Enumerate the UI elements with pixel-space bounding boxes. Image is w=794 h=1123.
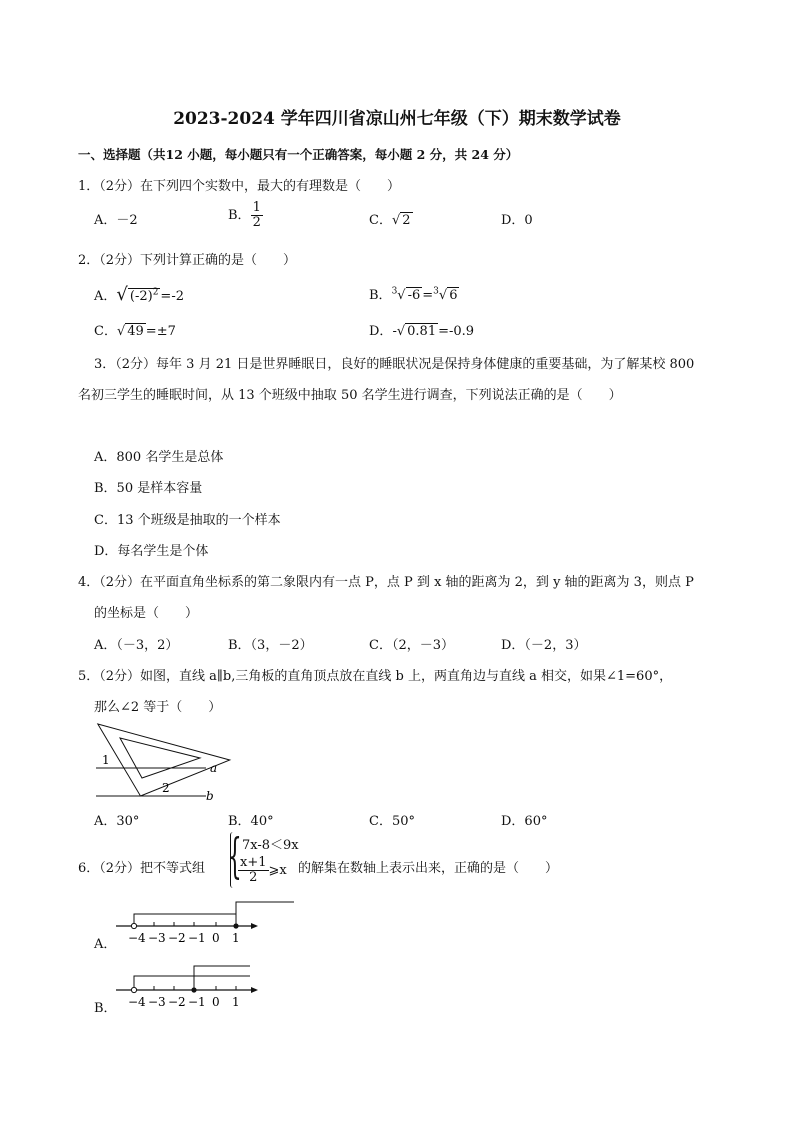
q1-option-b-fraction (251, 201, 263, 230)
tick-label: −3 (148, 995, 166, 1009)
tick-label: −4 (128, 995, 146, 1009)
tick-label: 1 (232, 931, 240, 945)
inequality-2 (238, 856, 287, 885)
q6-option-b-label: B． (94, 1001, 117, 1016)
page-title: 2023-2024 学年四川省凉山州七年级（下）期末数学试卷 (173, 109, 621, 129)
radical-sign: √ (391, 213, 401, 228)
fraction-numerator: x+1 (240, 855, 267, 870)
root-index: 3 (391, 286, 398, 297)
q6-option-a-number-line (112, 898, 302, 950)
solution-ray-2 (236, 902, 294, 926)
q4-option-c: C．（2，－3） (369, 638, 454, 653)
radical-sign: √ (396, 324, 406, 339)
tick-label: −4 (128, 931, 146, 945)
solution-ray-1 (134, 914, 236, 926)
tick-label: 1 (232, 995, 240, 1009)
q2-option-a-result: =-2 (160, 289, 184, 304)
q2-option-d (369, 320, 474, 339)
minus-sign: - (392, 324, 397, 339)
q2-option-c-radicand: 49 (127, 324, 144, 339)
q5-option-b: B．40° (228, 814, 274, 829)
open-dot (131, 987, 136, 992)
q2-option-a (94, 284, 184, 305)
q5-option-a: A．30° (94, 814, 140, 829)
q3-option-b: B．50 是样本容量 (94, 481, 203, 496)
question-5-line-2: 那么∠2 等于（ ） (94, 700, 222, 715)
q1-option-b (228, 201, 263, 230)
tick-label: −2 (168, 995, 186, 1009)
question-4-line-1: 4．（2分）在平面直角坐标系的第二象限内有一点 P，点 P 到 x 轴的距离为 2，到 y 轴的距离为 3，则点 P (78, 575, 694, 590)
q3-option-c: C．13 个班级是抽取的一个样本 (94, 513, 281, 528)
q3-option-d: D．每名学生是个体 (94, 544, 209, 559)
inequality-1: 7x-8＜9x (242, 838, 299, 853)
tick-label: 0 (212, 995, 220, 1009)
q2-option-d-radicand: 0.81 (407, 324, 437, 339)
q1-option-a: A．－2 (94, 213, 138, 228)
question-5-line-1: 5．（2分）如图，直线 a∥b,三角板的直角顶点放在直线 b 上，两直角边与直线 a 相交，如果∠1=60°， (78, 669, 673, 684)
q2-option-b-radicand-2: 6 (449, 288, 458, 303)
radical-sign: √ (397, 288, 406, 303)
q4-option-a: A．（－3，2） (94, 638, 179, 653)
q2-option-a-label: A． (94, 289, 117, 304)
closed-dot (191, 987, 196, 992)
q2-option-b-label: B． (369, 288, 392, 303)
solution-ray-2 (194, 966, 250, 990)
arrowhead (251, 987, 258, 993)
line-label-a: a (210, 761, 218, 775)
q1-option-b-label: B． (228, 208, 251, 223)
question-6-stem-suffix: 的解集在数轴上表示出来，正确的是（ ） (298, 861, 559, 876)
q4-option-d: D．（－2，3） (501, 638, 587, 653)
question-3-line-1: 3．（2分）每年 3 月 21 日是世界睡眠日，良好的睡眠状况是保持身体健康的重要基础，为了解某校 800 (94, 357, 695, 372)
fraction-denominator: 2 (252, 215, 261, 230)
q1-option-d: D．0 (501, 213, 533, 228)
tick-label: −2 (168, 931, 186, 945)
q2-option-a-radicand (128, 288, 161, 304)
q2-option-c (94, 320, 176, 339)
q3-option-a: A．800 名学生是总体 (94, 450, 224, 465)
q2-option-c-result: =±7 (145, 324, 176, 339)
q2-option-b (369, 284, 459, 303)
closed-dot (233, 923, 238, 928)
tick-label: −1 (188, 995, 206, 1009)
radicand-base: (-2) (129, 289, 153, 304)
angle-label-1: 1 (102, 753, 110, 767)
q1-option-c (369, 209, 413, 228)
q2-option-d-result: =-0.9 (438, 324, 475, 339)
tick-label: −1 (188, 931, 206, 945)
q6-option-a-label: A． (94, 937, 117, 952)
line-label-b: b (206, 789, 214, 803)
q6-option-b-number-line (112, 962, 302, 1014)
q4-option-b: B．（3，－2） (228, 638, 313, 653)
triangle-ruler-figure (92, 716, 232, 806)
q5-option-d: D．60° (501, 814, 548, 829)
question-6-stem-prefix: 6．（2分）把不等式组 (78, 861, 206, 876)
radical-sign: √ (438, 288, 448, 303)
tick-label: 0 (212, 931, 220, 945)
radical-sign: √ (116, 324, 126, 339)
question-1-stem: 1．（2分）在下列四个实数中，最大的有理数是（ ） (78, 179, 401, 194)
q2-option-c-label: C． (94, 324, 117, 339)
inner-triangle (120, 738, 200, 778)
q1-option-c-label: C． (369, 213, 392, 228)
fraction-denominator: 2 (249, 870, 258, 885)
q2-option-b-radicand-1: -6 (407, 288, 421, 303)
inequality-2-rest: ⩾x (268, 863, 287, 878)
q2-option-d-label: D． (369, 324, 393, 339)
brace-stroke (230, 832, 233, 888)
solution-ray-1 (134, 976, 250, 990)
q5-option-c: C．50° (369, 814, 415, 829)
inequality-2-fraction (238, 856, 269, 885)
left-brace: { (228, 828, 242, 884)
section-heading: 一、选择题（共12 小题，每小题只有一个正确答案，每小题 2 分，共 24 分） (78, 147, 519, 162)
radical-sign: √ (116, 284, 128, 305)
exponent: 2 (152, 287, 159, 298)
question-2-stem: 2．（2分）下列计算正确的是（ ） (78, 253, 297, 268)
tick-label: −3 (148, 931, 166, 945)
root-index: 3 (433, 286, 439, 297)
question-4-line-2: 的坐标是（ ） (94, 606, 199, 621)
open-dot (131, 923, 136, 928)
angle-label-2: 2 (162, 781, 170, 795)
arrowhead (251, 923, 258, 929)
equals-sign: = (422, 288, 434, 303)
q1-option-c-radicand: 2 (402, 213, 411, 228)
fraction-numerator: 1 (252, 200, 261, 215)
question-3-line-2: 名初三学生的睡眠时间，从 13 个班级中抽取 50 名学生进行调查，下列说法正确的是（ ） (78, 388, 622, 403)
